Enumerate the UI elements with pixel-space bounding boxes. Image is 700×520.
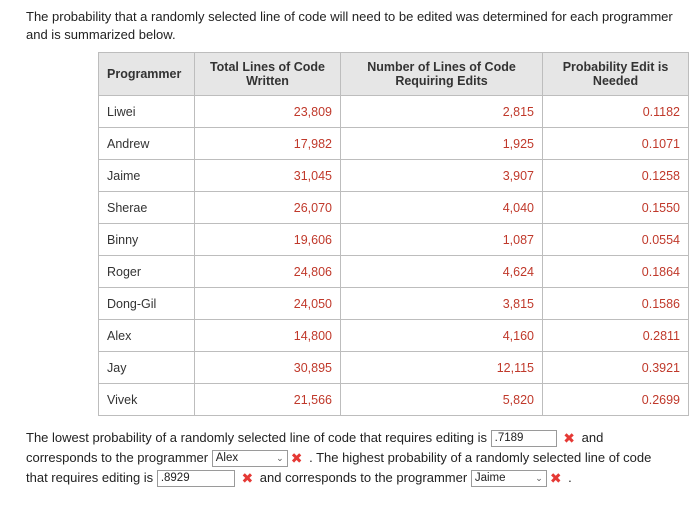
- programmer-name: Dong-Gil: [99, 288, 195, 320]
- answer-text-1: The lowest probability of a randomly selected line of code that requires editing is: [26, 430, 488, 445]
- answer-text-5: that requires editing is: [26, 470, 154, 486]
- table-row: [99, 96, 689, 128]
- question-intro: [26, 8, 686, 44]
- programmer-name: Binny: [99, 224, 195, 256]
- programmer-name: Jay: [99, 352, 195, 384]
- lines-requiring-edits: 4,040: [341, 192, 543, 224]
- answer-text-3: corresponds to the programmer: [26, 450, 209, 466]
- table-row: [99, 192, 689, 224]
- total-lines: 14,800: [195, 320, 341, 352]
- edit-probability: 0.2811: [543, 320, 689, 352]
- edit-probability: 0.1586: [543, 288, 689, 320]
- total-lines: 30,895: [195, 352, 341, 384]
- table-row: [99, 320, 689, 352]
- highest-programmer-select[interactable]: [471, 470, 547, 487]
- chevron-down-icon: ⌄: [535, 473, 543, 484]
- lines-requiring-edits: 5,820: [341, 384, 543, 416]
- header-total-lines: Total Lines of Code Written: [195, 53, 341, 96]
- table-row: [99, 160, 689, 192]
- total-lines: 17,982: [195, 128, 341, 160]
- chevron-down-icon: ⌄: [276, 453, 284, 464]
- programmer-name: Liwei: [99, 96, 195, 128]
- lines-requiring-edits: 2,815: [341, 96, 543, 128]
- total-lines: 19,606: [195, 224, 341, 256]
- close-icon: ✖: [241, 470, 254, 487]
- lowest-programmer-value: Alex: [215, 452, 239, 465]
- table-row: [99, 384, 689, 416]
- intro-line-1: The probability that a randomly selected line of code will need to be edited was determined for each programmer: [26, 9, 673, 24]
- answer-paragraph: [26, 428, 686, 488]
- highest-probability-input[interactable]: .8929: [157, 470, 235, 487]
- intro-line-2: and is summarized below.: [26, 27, 176, 42]
- programmer-name: Vivek: [99, 384, 195, 416]
- answer-text-6: and corresponds to the programmer: [259, 470, 468, 486]
- close-icon: ✖: [290, 450, 303, 467]
- lowest-programmer-select[interactable]: [212, 450, 288, 467]
- total-lines: 31,045: [195, 160, 341, 192]
- table-row: [99, 128, 689, 160]
- table-row: [99, 288, 689, 320]
- lines-requiring-edits: 1,925: [341, 128, 543, 160]
- highest-programmer-value: Jaime: [474, 472, 506, 485]
- lines-requiring-edits: 12,115: [341, 352, 543, 384]
- lines-requiring-edits: 3,815: [341, 288, 543, 320]
- table-row: [99, 224, 689, 256]
- edit-probability: 0.2699: [543, 384, 689, 416]
- lines-requiring-edits: 4,624: [341, 256, 543, 288]
- lines-requiring-edits: 4,160: [341, 320, 543, 352]
- table-row: [99, 352, 689, 384]
- close-icon: ✖: [563, 430, 576, 447]
- edit-probability: 0.1258: [543, 160, 689, 192]
- edit-probability: 0.0554: [543, 224, 689, 256]
- table-row: [99, 256, 689, 288]
- header-programmer: Programmer: [99, 53, 195, 96]
- edit-probability: 0.3921: [543, 352, 689, 384]
- answer-text-7: .: [568, 470, 572, 486]
- programmer-name: Sherae: [99, 192, 195, 224]
- answer-text-4: . The highest probability of a randomly selected line of code: [309, 450, 652, 466]
- lowest-probability-input[interactable]: .7189: [491, 430, 557, 447]
- answer-text-2: and: [581, 430, 604, 445]
- programmer-table: [98, 52, 689, 416]
- programmer-name: Roger: [99, 256, 195, 288]
- programmer-name: Andrew: [99, 128, 195, 160]
- header-lines-requiring-edits: Number of Lines of Code Requiring Edits: [341, 53, 543, 96]
- programmer-name: Alex: [99, 320, 195, 352]
- header-probability: Probability Edit is Needed: [543, 53, 689, 96]
- total-lines: 24,050: [195, 288, 341, 320]
- table-header-row: [99, 53, 689, 96]
- total-lines: 21,566: [195, 384, 341, 416]
- total-lines: 24,806: [195, 256, 341, 288]
- close-icon: ✖: [549, 470, 562, 487]
- edit-probability: 0.1550: [543, 192, 689, 224]
- lines-requiring-edits: 3,907: [341, 160, 543, 192]
- edit-probability: 0.1864: [543, 256, 689, 288]
- total-lines: 26,070: [195, 192, 341, 224]
- edit-probability: 0.1071: [543, 128, 689, 160]
- lines-requiring-edits: 1,087: [341, 224, 543, 256]
- edit-probability: 0.1182: [543, 96, 689, 128]
- programmer-name: Jaime: [99, 160, 195, 192]
- total-lines: 23,809: [195, 96, 341, 128]
